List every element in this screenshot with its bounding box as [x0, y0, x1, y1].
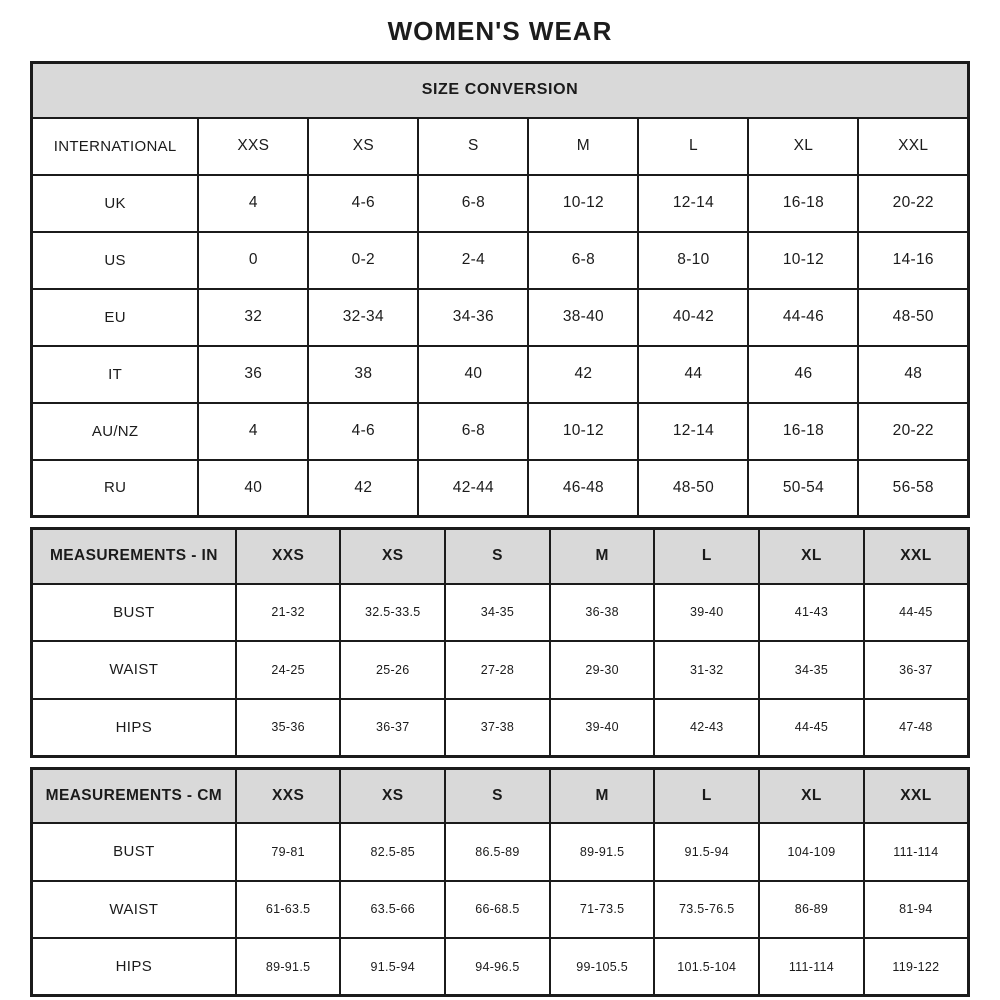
value-cell: 50-54	[748, 460, 858, 517]
table-row	[32, 881, 969, 939]
size-header-cell: XXL	[864, 768, 969, 823]
table-header-row	[32, 529, 969, 584]
value-cell: 119-122	[864, 938, 969, 996]
value-cell: 71-73.5	[550, 881, 655, 939]
table-row	[32, 584, 969, 642]
value-cell: 32	[198, 289, 308, 346]
table-gap	[30, 518, 970, 527]
value-cell: 4-6	[308, 403, 418, 460]
value-cell: 101.5-104	[654, 938, 759, 996]
value-cell: 47-48	[864, 699, 969, 757]
table-header-row	[32, 768, 969, 823]
size-header-cell: L	[654, 768, 759, 823]
value-cell: S	[418, 118, 528, 175]
value-cell: 4-6	[308, 175, 418, 232]
value-cell: 20-22	[858, 175, 968, 232]
size-header-cell: M	[550, 768, 655, 823]
value-cell: 48	[858, 346, 968, 403]
value-cell: 91.5-94	[340, 938, 445, 996]
row-label-cell: WAIST	[32, 641, 236, 699]
value-cell: 32.5-33.5	[340, 584, 445, 642]
value-cell: 41-43	[759, 584, 864, 642]
size-header-cell: XXS	[236, 768, 341, 823]
table-row	[32, 823, 969, 881]
value-cell: 35-36	[236, 699, 341, 757]
value-cell: 36-37	[340, 699, 445, 757]
value-cell: 16-18	[748, 403, 858, 460]
value-cell: 14-16	[858, 232, 968, 289]
value-cell: 82.5-85	[340, 823, 445, 881]
size-header-cell: XXS	[236, 529, 341, 584]
value-cell: 94-96.5	[445, 938, 550, 996]
value-cell: 63.5-66	[340, 881, 445, 939]
value-cell: 111-114	[864, 823, 969, 881]
row-label-cell: RU	[32, 460, 199, 517]
value-cell: 21-32	[236, 584, 341, 642]
table-row	[32, 232, 969, 289]
measurements-in-table	[30, 527, 970, 758]
table-title: MEASUREMENTS - IN	[32, 529, 236, 584]
value-cell: 42-44	[418, 460, 528, 517]
value-cell: 39-40	[550, 699, 655, 757]
measurements-cm-table	[30, 767, 970, 998]
size-header-cell: XS	[340, 529, 445, 584]
value-cell: M	[528, 118, 638, 175]
value-cell: 12-14	[638, 175, 748, 232]
value-cell: 24-25	[236, 641, 341, 699]
row-label-cell: EU	[32, 289, 199, 346]
row-label-cell: WAIST	[32, 881, 236, 939]
value-cell: 73.5-76.5	[654, 881, 759, 939]
row-label-cell: BUST	[32, 584, 236, 642]
table-row	[32, 460, 969, 517]
row-label-cell: AU/NZ	[32, 403, 199, 460]
value-cell: 40	[198, 460, 308, 517]
value-cell: 38-40	[528, 289, 638, 346]
row-label-cell: HIPS	[32, 938, 236, 996]
value-cell: 44-45	[864, 584, 969, 642]
value-cell: 42	[308, 460, 418, 517]
size-header-cell: S	[445, 768, 550, 823]
value-cell: 79-81	[236, 823, 341, 881]
size-header-cell: S	[445, 529, 550, 584]
table-title: MEASUREMENTS - CM	[32, 768, 236, 823]
value-cell: 8-10	[638, 232, 748, 289]
value-cell: 56-58	[858, 460, 968, 517]
value-cell: 12-14	[638, 403, 748, 460]
value-cell: 44-45	[759, 699, 864, 757]
row-label-cell: IT	[32, 346, 199, 403]
size-header-cell: XL	[759, 768, 864, 823]
value-cell: 10-12	[528, 403, 638, 460]
page-title: WOMEN'S WEAR	[387, 16, 613, 46]
value-cell: 86-89	[759, 881, 864, 939]
value-cell: XL	[748, 118, 858, 175]
value-cell: 86.5-89	[445, 823, 550, 881]
value-cell: 48-50	[858, 289, 968, 346]
value-cell: 10-12	[748, 232, 858, 289]
value-cell: 29-30	[550, 641, 655, 699]
value-cell: 39-40	[654, 584, 759, 642]
value-cell: 40-42	[638, 289, 748, 346]
value-cell: 34-36	[418, 289, 528, 346]
value-cell: 4	[198, 175, 308, 232]
value-cell: 38	[308, 346, 418, 403]
size-header-cell: XXL	[864, 529, 969, 584]
value-cell: 89-91.5	[550, 823, 655, 881]
table-row	[32, 118, 969, 175]
value-cell: 6-8	[418, 175, 528, 232]
value-cell: 36	[198, 346, 308, 403]
value-cell: 31-32	[654, 641, 759, 699]
value-cell: 20-22	[858, 403, 968, 460]
row-label-cell: INTERNATIONAL	[32, 118, 199, 175]
value-cell: XS	[308, 118, 418, 175]
table-row	[32, 175, 969, 232]
value-cell: XXS	[198, 118, 308, 175]
table-row	[32, 403, 969, 460]
value-cell: 36-38	[550, 584, 655, 642]
value-cell: 37-38	[445, 699, 550, 757]
value-cell: 66-68.5	[445, 881, 550, 939]
size-header-cell: XL	[759, 529, 864, 584]
size-header-cell: L	[654, 529, 759, 584]
value-cell: 44-46	[748, 289, 858, 346]
value-cell: 27-28	[445, 641, 550, 699]
value-cell: 42-43	[654, 699, 759, 757]
value-cell: 40	[418, 346, 528, 403]
value-cell: 104-109	[759, 823, 864, 881]
value-cell: 61-63.5	[236, 881, 341, 939]
table-row	[32, 938, 969, 996]
value-cell: 91.5-94	[654, 823, 759, 881]
size-conversion-table	[30, 61, 970, 518]
value-cell: 0-2	[308, 232, 418, 289]
size-header-cell: XS	[340, 768, 445, 823]
value-cell: 99-105.5	[550, 938, 655, 996]
row-label-cell: BUST	[32, 823, 236, 881]
table-row	[32, 699, 969, 757]
table-row	[32, 289, 969, 346]
table-title: SIZE CONVERSION	[32, 63, 969, 118]
value-cell: 0	[198, 232, 308, 289]
value-cell: 89-91.5	[236, 938, 341, 996]
value-cell: 2-4	[418, 232, 528, 289]
size-header-cell: M	[550, 529, 655, 584]
value-cell: L	[638, 118, 748, 175]
table-title-row	[32, 63, 969, 118]
value-cell: 111-114	[759, 938, 864, 996]
table-row	[32, 641, 969, 699]
value-cell: 44	[638, 346, 748, 403]
value-cell: 34-35	[759, 641, 864, 699]
value-cell: 34-35	[445, 584, 550, 642]
value-cell: 32-34	[308, 289, 418, 346]
table-gap	[30, 758, 970, 767]
value-cell: 46-48	[528, 460, 638, 517]
row-label-cell: UK	[32, 175, 199, 232]
value-cell: 6-8	[528, 232, 638, 289]
value-cell: 81-94	[864, 881, 969, 939]
value-cell: 42	[528, 346, 638, 403]
value-cell: 48-50	[638, 460, 748, 517]
value-cell: 10-12	[528, 175, 638, 232]
value-cell: 6-8	[418, 403, 528, 460]
value-cell: 46	[748, 346, 858, 403]
row-label-cell: US	[32, 232, 199, 289]
value-cell: 25-26	[340, 641, 445, 699]
value-cell: 4	[198, 403, 308, 460]
value-cell: XXL	[858, 118, 968, 175]
value-cell: 16-18	[748, 175, 858, 232]
row-label-cell: HIPS	[32, 699, 236, 757]
value-cell: 36-37	[864, 641, 969, 699]
table-row	[32, 346, 969, 403]
